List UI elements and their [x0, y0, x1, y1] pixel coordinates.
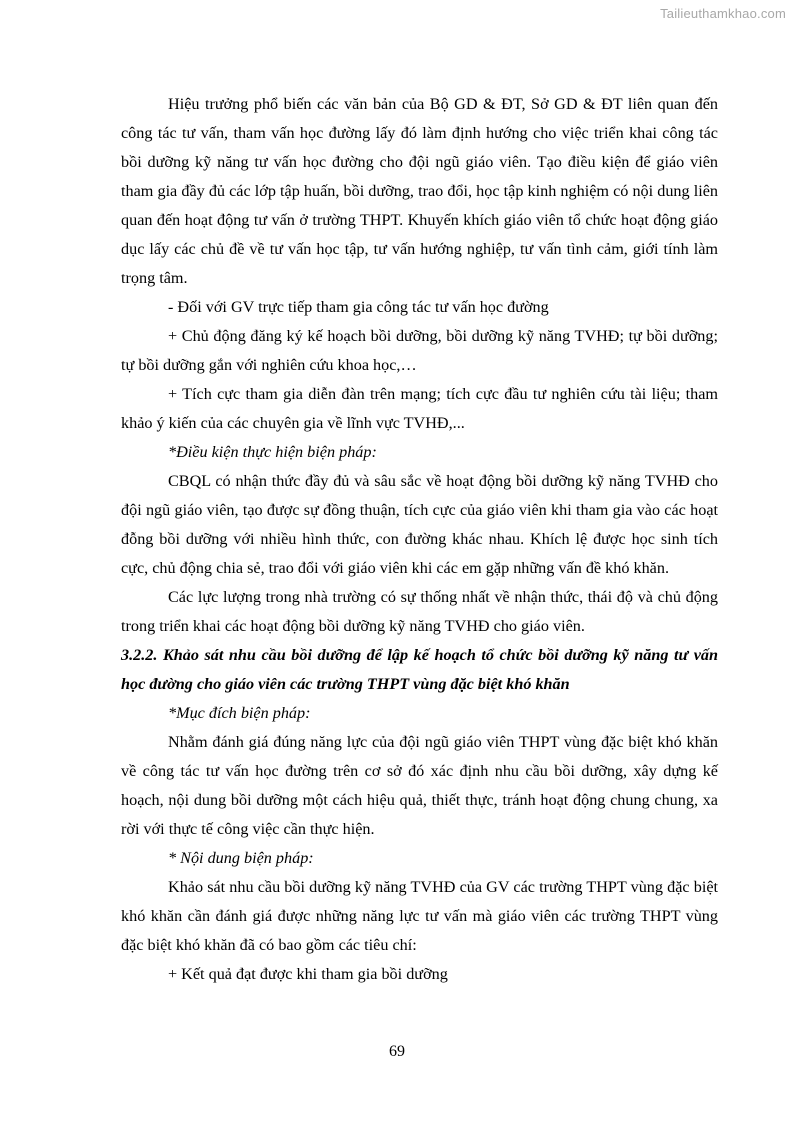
page-number: 69: [389, 1043, 405, 1060]
paragraph-bullet-forum: + Tích cực tham gia diễn đàn trên mạng; tích cực đầu tư nghiên cứu tài liệu; tham khảo ý kiến của các chuyên gia về lĩnh vực TVHĐ,...: [121, 385, 718, 432]
subheading-purpose: *Mục đích biện pháp:: [168, 704, 311, 722]
paragraph-purpose: Nhằm đánh giá đúng năng lực của đội ngũ giáo viên THPT vùng đặc biệt khó khăn về công tác tư vấn học đường trên cơ sở đó xác định nhu cầu bồi dưỡng, xây dựng kế hoạch, nội dung bồi dưỡng một cách hiệu quả, thiết thực, tránh hoạt động chung chung, xa rời với thực tế công việc cần thực hiện.: [121, 733, 718, 838]
paragraph-survey: Khảo sát nhu cầu bồi dưỡng kỹ năng TVHĐ của GV các trường THPT vùng đặc biệt khó khăn cần đánh giá được những năng lực tư vấn mà giáo viên các trường THPT vùng đặc biệt khó khăn đã có bao gồm các tiêu chí:: [121, 878, 718, 954]
paragraph-cbql: CBQL có nhận thức đầy đủ và sâu sắc về hoạt động bồi dưỡng kỹ năng TVHĐ cho đội ngũ giáo viên, tạo được sự đồng thuận, tích cực của giáo viên khi tham gia vào các hoạt đỗng bồi dưỡng với nhiều hình thức, con đường khác nhau. Khích lệ được học sinh tích cực, chủ động chia sẻ, trao đổi với giáo viên khi các em gặp những vấn đề khó khăn.: [121, 472, 718, 577]
paragraph-forces: Các lực lượng trong nhà trường có sự thống nhất về nhận thức, thái độ và chủ động trong triển khai các hoạt động bồi dưỡng kỹ năng TVHĐ cho giáo viên.: [121, 588, 718, 635]
section-heading-3-2-2: 3.2.2. Khảo sát nhu cầu bồi dưỡng để lập kế hoạch tổ chức bồi dưỡng kỹ năng tư vấn học đường cho giáo viên các trường THPT vùng đặc biệt khó khăn: [121, 646, 718, 693]
paragraph-gv-heading: - Đối với GV trực tiếp tham gia công tác tư vấn học đường: [168, 298, 549, 316]
watermark: Tailieuthamkhao.com: [660, 6, 786, 21]
paragraph-bullet-results: + Kết quả đạt được khi tham gia bồi dưỡng: [168, 965, 448, 983]
document-body: [121, 90, 718, 989]
subheading-content: * Nội dung biện pháp:: [168, 849, 314, 867]
paragraph-bullet-register: + Chủ động đăng ký kế hoạch bồi dưỡng, bồi dưỡng kỹ năng TVHĐ; tự bồi dưỡng; tự bồi dưỡng gắn với nghiên cứu khoa học,…: [121, 327, 718, 374]
subheading-conditions: *Điều kiện thực hiện biện pháp:: [168, 443, 377, 461]
paragraph-intro: Hiệu trưởng phổ biến các văn bản của Bộ GD & ĐT, Sở GD & ĐT liên quan đến công tác tư vấn, tham vấn học đường lấy đó làm định hướng cho việc triển khai công tác bồi dưỡng kỹ năng tư vấn học đường cho đội ngũ giáo viên. Tạo điều kiện để giáo viên tham gia đầy đủ các lớp tập huấn, bồi dưỡng, trao đổi, học tập kinh nghiệm có nội dung liên quan đến hoạt động tư vấn ở trường THPT. Khuyến khích giáo viên tổ chức hoạt động giáo dục lấy các chủ đề về tư vấn học tập, tư vấn hướng nghiệp, tư vấn tình cảm, giới tính làm trọng tâm.: [121, 95, 718, 287]
